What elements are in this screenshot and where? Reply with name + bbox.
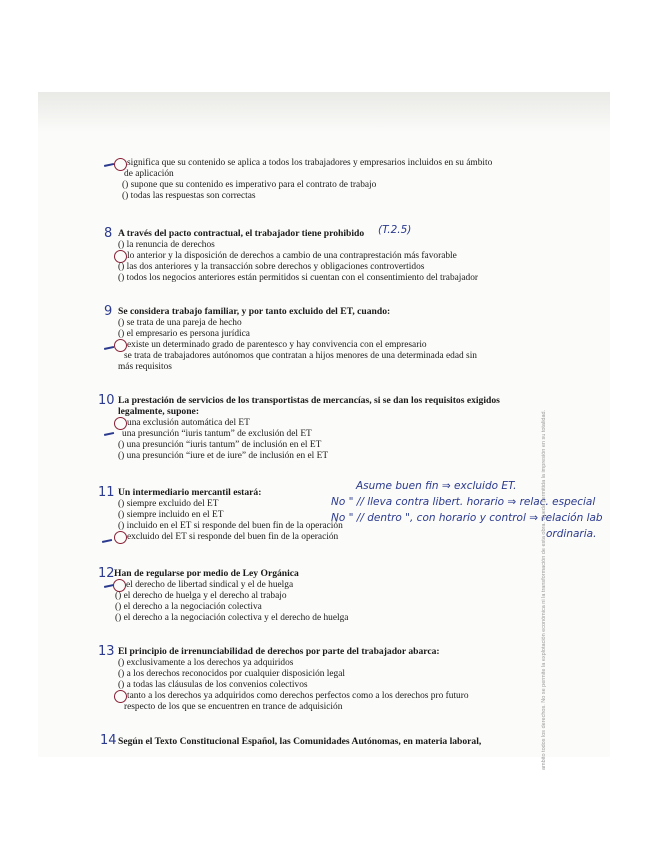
- question-number: 9: [104, 304, 113, 319]
- option-continuation: más requisitos: [118, 362, 172, 372]
- option: () la renuncia de derechos: [118, 240, 215, 250]
- option: existe un determinado grado de parentesco y hay convivencia con el empresario: [127, 340, 427, 350]
- option: () el derecho a la negociación colectiva: [115, 602, 262, 612]
- option: () se trata de una pareja de hecho: [118, 318, 242, 328]
- option: () a todas las cláusulas de los convenios colectivos: [118, 680, 308, 690]
- option-continuation: de aplicación: [124, 169, 174, 179]
- page-shadow: [38, 92, 610, 132]
- question-title: Han de regularse por medio de Ley Orgánica: [114, 568, 299, 579]
- question-title: A través del pacto contractual, el trabajador tiene prohibido: [118, 228, 365, 239]
- option: significa que su contenido se aplica a todos los trabajadores y empresarios incluidos en su ámbito: [127, 158, 493, 168]
- question-title: Se considera trabajo familiar, y por tanto excluido del ET, cuando:: [118, 306, 391, 317]
- handwritten-note: No " // dentro ", con horario y control ⇒ relación lab: [331, 512, 603, 524]
- question-number: 10: [98, 393, 115, 408]
- option: () una presunción “iure et de iure” de inclusión en el ET: [118, 451, 329, 461]
- side-legal-note: ambito todos los derechos. No se permite la explotación económica ni la transformación de esta obra. Queda permitida la impresión en su totalidad.: [541, 409, 547, 770]
- question-number: 11: [98, 485, 115, 500]
- option: () exclusivamente a los derechos ya adquiridos: [118, 658, 294, 668]
- option: () el derecho de huelga y el derecho al trabajo: [115, 591, 287, 601]
- option: se trata de trabajadores autónomos que contratan a hijos menores de una determinada edad sin: [124, 351, 477, 361]
- question-title: Según el Texto Constitucional Español, las Comunidades Autónomas, en materia laboral,: [118, 736, 482, 747]
- option: una presunción “iuris tantum” de exclusión del ET: [122, 429, 312, 439]
- option: una exclusión automática del ET: [127, 418, 250, 428]
- option: () siempre incluido en el ET: [118, 510, 224, 520]
- question-title: Un intermediario mercantil estará:: [118, 487, 262, 498]
- option: () a los derechos reconocidos por cualquier disposición legal: [118, 669, 346, 679]
- question-title: El principio de irrenunciabilidad de derechos por parte del trabajador abarca:: [118, 646, 440, 657]
- option: excluido del ET si responde del buen fin de la operación: [127, 532, 339, 542]
- option: () incluido en el ET si responde del buen fin de la operación: [118, 521, 343, 531]
- answer-circle: [114, 531, 127, 544]
- option: lo anterior y la disposición de derechos a cambio de una contraprestación más favorable: [127, 251, 457, 261]
- handwritten-note: (T.2.5): [378, 224, 412, 236]
- question-number: 12: [98, 566, 115, 581]
- option: () todas las respuestas son correctas: [122, 191, 256, 201]
- option: () supone que su contenido es imperativo para el contrato de trabajo: [122, 180, 377, 190]
- option: tanto a los derechos ya adquiridos como derechos perfectos como a los derechos pro futuro: [127, 691, 469, 701]
- option: () todos los negocios anteriores están permitidos si cuentan con el consentimiento del trabajador: [118, 273, 479, 283]
- handwritten-note: Asume buen fin ⇒ excluido ET.: [356, 480, 517, 492]
- question-title-continuation: legalmente, supone:: [118, 406, 200, 417]
- option: () el derecho a la negociación colectiva y el derecho de huelga: [115, 613, 349, 623]
- handwritten-note: ordinaria.: [546, 528, 597, 540]
- question-number: 8: [104, 226, 113, 241]
- option: () siempre excluido del ET: [118, 499, 219, 509]
- handwritten-note: No " // lleva contra libert. horario ⇒ relac. especial: [331, 496, 596, 508]
- option: () las dos anteriores y la transacción sobre derechos y obligaciones controvertidos: [118, 262, 425, 272]
- question-number: 13: [98, 644, 115, 659]
- option: () el empresario es persona jurídica: [118, 329, 250, 339]
- option: () una presunción “iuris tantum” de inclusión en el ET: [118, 440, 322, 450]
- question-title: La prestación de servicios de los transportistas de mercancías, si se dan los requisitos exigidos: [118, 395, 500, 406]
- option-continuation: respecto de los que se encuentren en trance de adquisición: [124, 702, 343, 712]
- question-number: 14: [100, 733, 117, 748]
- option: el derecho de libertad sindical y el de huelga: [126, 580, 294, 590]
